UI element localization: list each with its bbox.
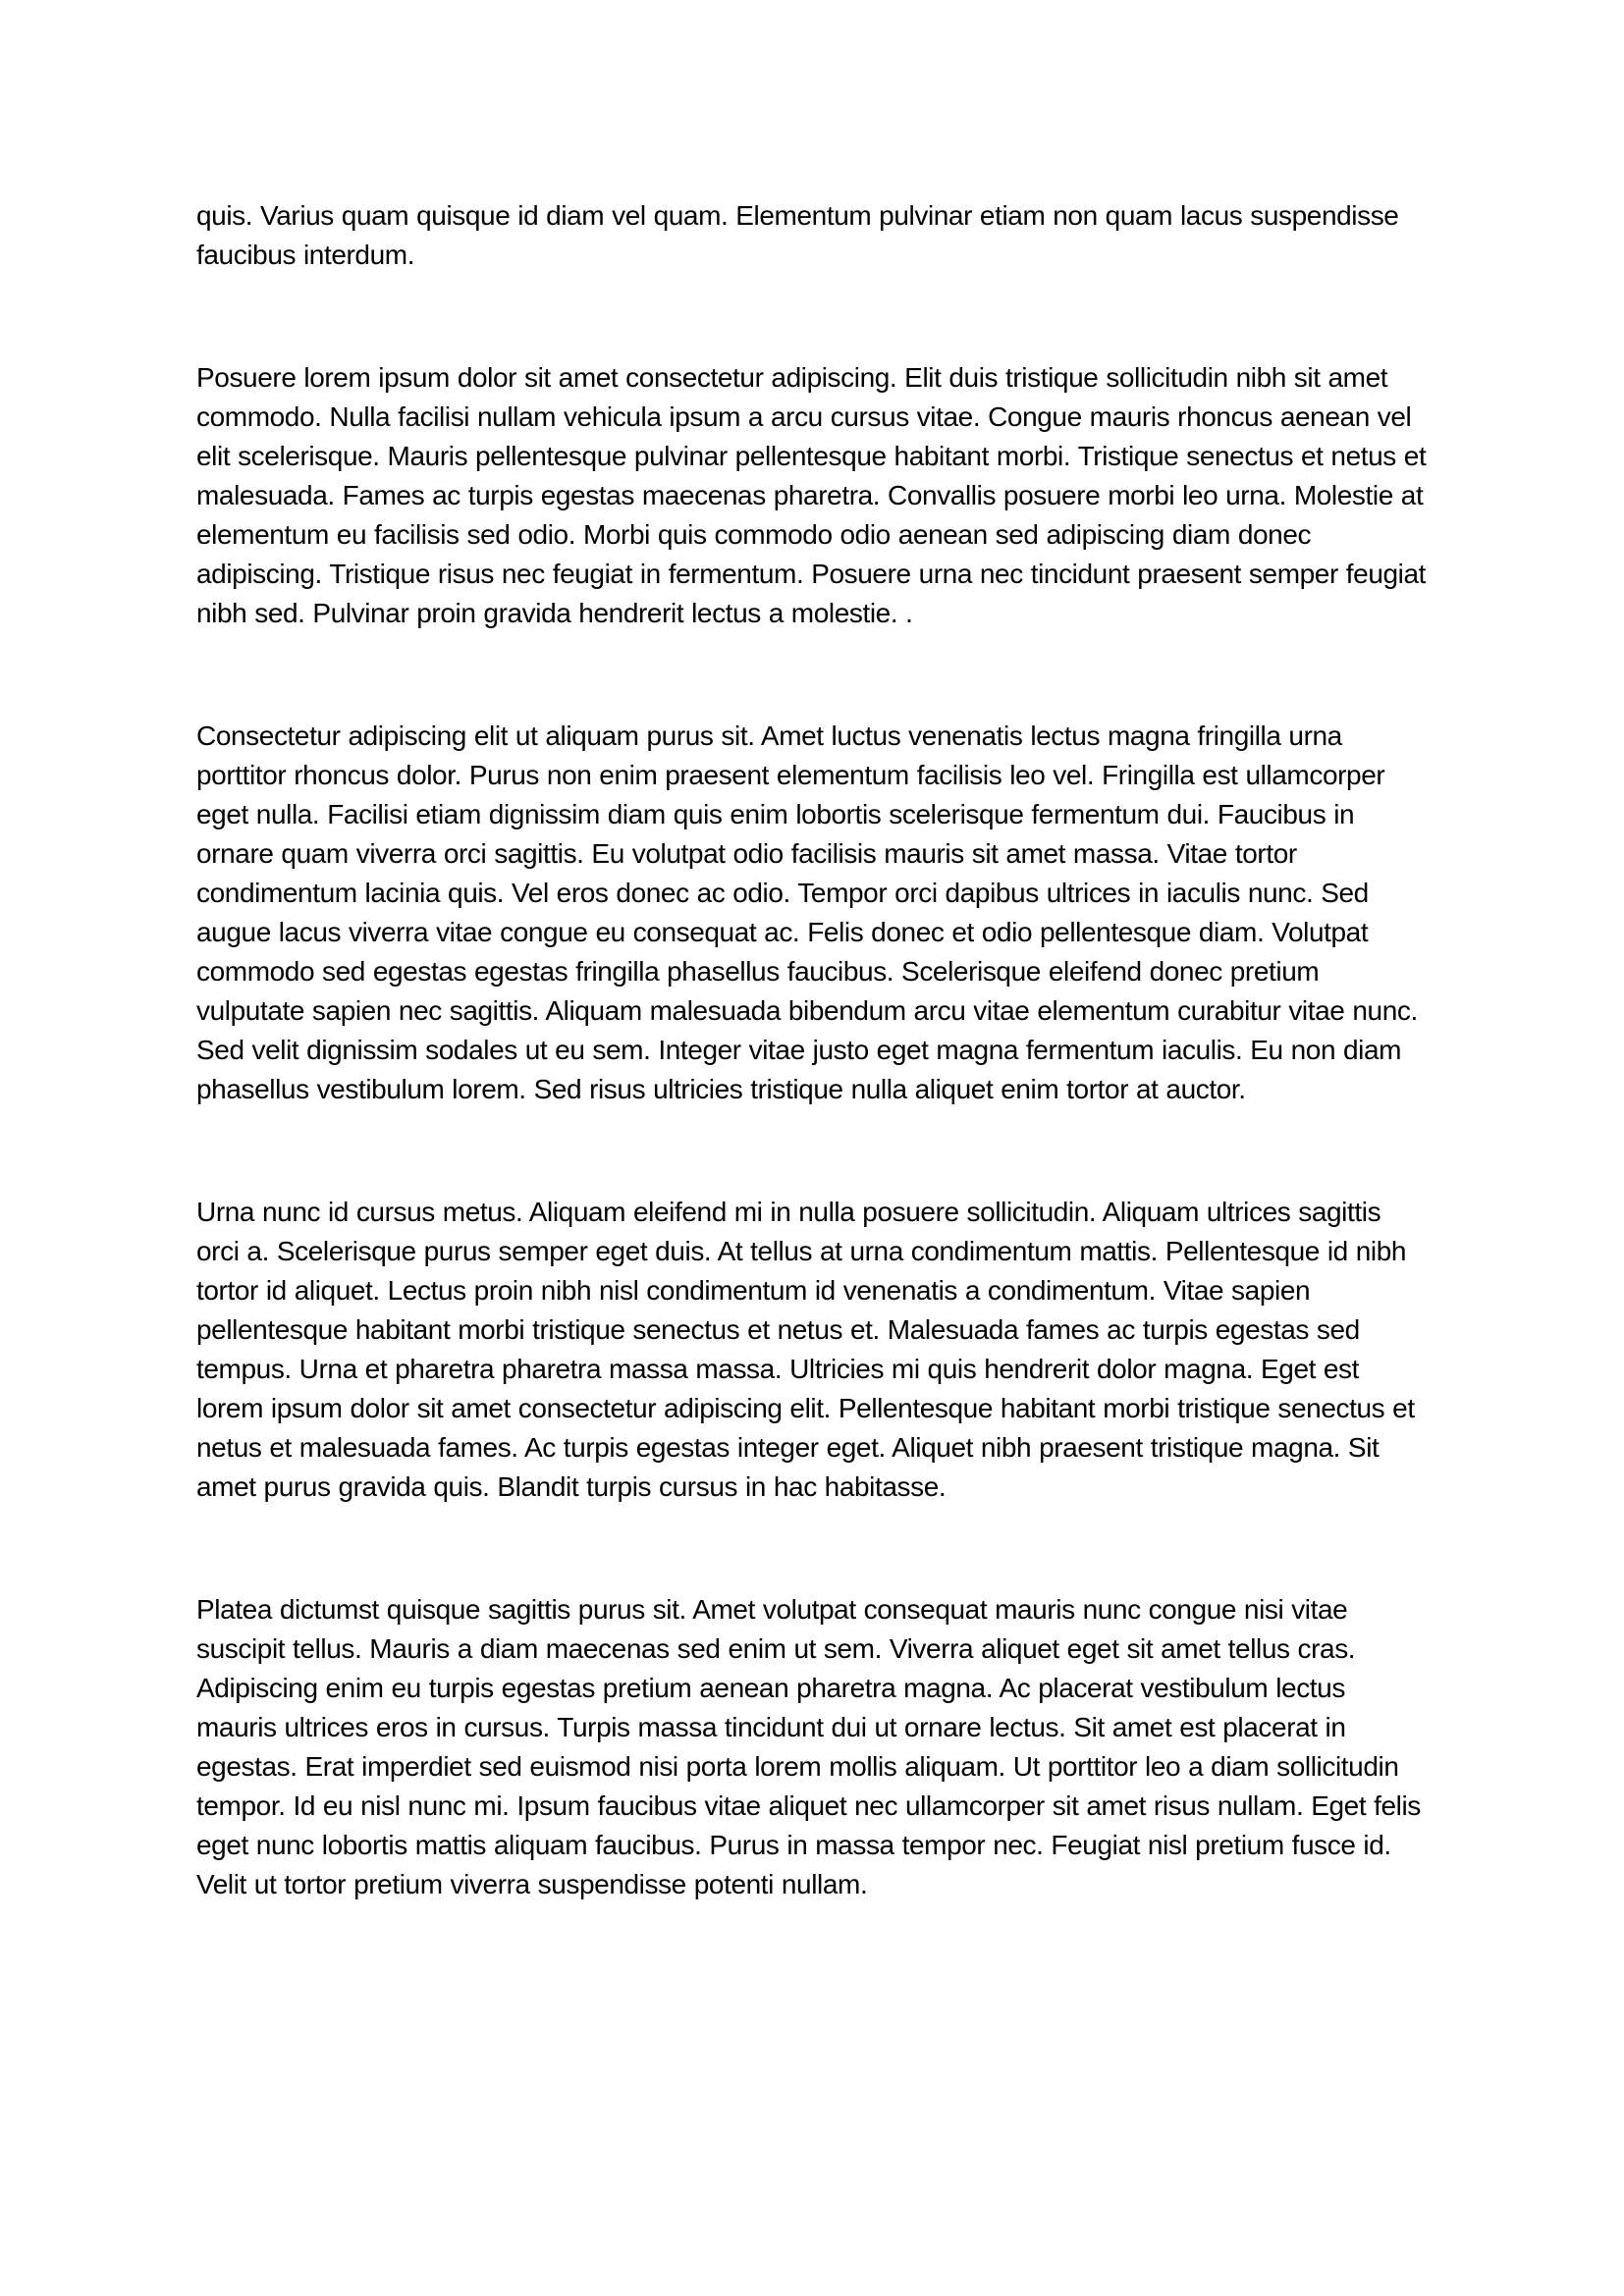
paragraph-5: Platea dictumst quisque sagittis purus sit. Amet volutpat consequat mauris nunc congue nisi vitae suscipit tellus. Mauris a diam maecenas sed enim ut sem. Viverra aliquet eget sit amet tellus cras. Adipiscing enim eu turpis egestas pretium aenean pharetra magna. Ac placerat vestibulum lectus mauris ultrices eros in cursus. Turpis massa tincidunt dui ut ornare lectus. Sit amet est placerat in egestas. Erat imperdiet sed euismod nisi porta lorem mollis aliquam. Ut porttitor leo a diam sollicitudin tempor. Id eu nisl nunc mi. Ipsum faucibus vitae aliquet nec ullamcorper sit amet risus nullam. Eget felis eget nunc lobortis mattis aliquam faucibus. Purus in massa tempor nec. Feugiat nisl pretium fusce id. Velit ut tortor pretium viverra suspendisse potenti nullam. xyxy=(196,1594,1421,1899)
paragraph-3: Consectetur adipiscing elit ut aliquam purus sit. Amet luctus venenatis lectus magna fringilla urna porttitor rhoncus dolor. Purus non enim praesent elementum facilisis leo vel. Fringilla est ullamcorper eget nulla. Facilisi etiam dignissim diam quis enim lobortis scelerisque fermentum dui. Faucibus in ornare quam viverra orci sagittis. Eu volutpat odio facilisis mauris sit amet massa. Vitae tortor condimentum lacinia quis. Vel eros donec ac odio. Tempor orci dapibus ultrices in iaculis nunc. Sed augue lacus viverra vitae congue eu consequat ac. Felis donec et odio pellentesque diam. Volutpat commodo sed egestas egestas fringilla phasellus faucibus. Scelerisque eleifend donec pretium vulputate sapien nec sagittis. Aliquam malesuada bibendum arcu vitae elementum curabitur vitae nunc. Sed velit dignissim sodales ut eu sem. Integer vitae justo eget magna fermentum iaculis. Eu non diam phasellus vestibulum lorem. Sed risus ultricies tristique nulla aliquet enim tortor at auctor. xyxy=(196,721,1418,1104)
paragraph-2: Posuere lorem ipsum dolor sit amet consectetur adipiscing. Elit duis tristique sollicitudin nibh sit amet commodo. Nulla facilisi nullam vehicula ipsum a arcu cursus vitae. Congue mauris rhoncus aenean vel elit scelerisque. Mauris pellentesque pulvinar pellentesque habitant morbi. Tristique senectus et netus et malesuada. Fames ac turpis egestas maecenas pharetra. Convallis posuere morbi leo urna. Molestie at elementum eu facilisis sed odio. Morbi quis commodo odio aenean sed adipiscing diam donec adipiscing. Tristique risus nec feugiat in fermentum. Posuere urna nec tincidunt praesent semper feugiat nibh sed. Pulvinar proin gravida hendrerit lectus a molestie. . xyxy=(196,362,1427,628)
paragraph-1: quis. Varius quam quisque id diam vel quam. Elementum pulvinar etiam non quam lacus suspendisse faucibus interdum. xyxy=(196,200,1399,270)
paragraph-4: Urna nunc id cursus metus. Aliquam eleifend mi in nulla posuere sollicitudin. Aliquam ultrices sagittis orci a. Scelerisque purus semper eget duis. At tellus at urna condimentum mattis. Pellentesque id nibh tortor id aliquet. Lectus proin nibh nisl condimentum id venenatis a condimentum. Vitae sapien pellentesque habitant morbi tristique senectus et netus et. Malesuada fames ac turpis egestas sed tempus. Urna et pharetra pharetra massa massa. Ultricies mi quis hendrerit dolor magna. Eget est lorem ipsum dolor sit amet consectetur adipiscing elit. Pellentesque habitant morbi tristique senectus et netus et malesuada fames. Ac turpis egestas integer eget. Aliquet nibh praesent tristique magna. Sit amet purus gravida quis. Blandit turpis cursus in hac habitasse. xyxy=(196,1197,1415,1502)
